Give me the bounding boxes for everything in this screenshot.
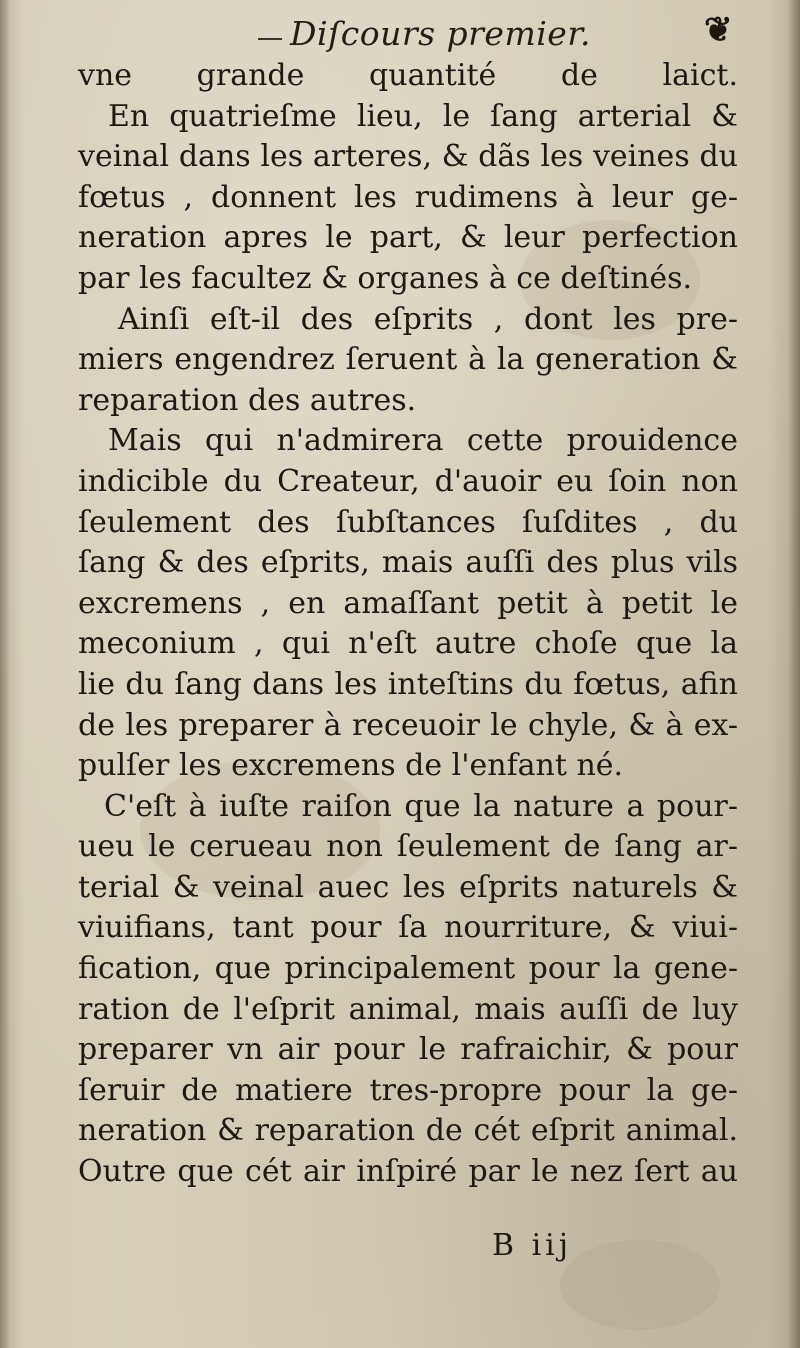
- text-line: ſeruir de matiere tres-propre pour la ge-: [78, 1072, 738, 1108]
- text-line: ſeulement des ſubſtances ſuſdites , du: [78, 504, 738, 540]
- text-line: excremens , en amaſſant petit à petit le: [78, 585, 738, 621]
- text-line: veinal dans les arteres, & dãs les veines du: [78, 139, 738, 175]
- text-line: ration de l'eſprit animal, mais auſſi de luy: [78, 991, 738, 1027]
- text-line: terial & veinal auec les eſprits naturels &: [78, 869, 738, 905]
- text-line: C'eſt à iuſte raiſon que la nature a pour-: [104, 788, 738, 824]
- text-line: lie du ſang dans les inteſtins du fœtus, afin: [78, 666, 738, 702]
- page-right-edge: [788, 0, 800, 1348]
- text-line: viuifians, tant pour ſa nourriture, & viui-: [78, 910, 738, 946]
- text-line: reparation des autres.: [78, 382, 417, 418]
- text-line: preparer vn air pour le rafraichir, & pour: [78, 1032, 738, 1068]
- text-line: ſang & des eſprits, mais auſſi des plus vils: [78, 545, 738, 581]
- text-line: neration apres le part, & leur perfection: [78, 220, 738, 256]
- text-line: pulſer les excremens de l'enfant né.: [78, 748, 624, 784]
- text-line: En quatrieſme lieu, le ſang arterial &: [108, 98, 738, 134]
- text-line: indicible du Createur, d'auoir eu ſoin non: [78, 463, 738, 499]
- page-left-edge: [0, 0, 10, 1348]
- page-header: [0, 8, 800, 53]
- text-line: Outre que cét air inſpiré par le nez ſert au: [78, 1154, 738, 1190]
- text-line: fœtus , donnent les rudimens à leur ge-: [78, 179, 738, 215]
- running-head: Diſcours premier.: [290, 14, 591, 53]
- text-line: miers engendrez ſeruent à la generation &: [78, 342, 738, 378]
- text-line: neration & reparation de cét eſprit animal.: [78, 1113, 738, 1149]
- text-line: par les facultez & organes à ce deſtinés.: [78, 260, 693, 296]
- ornament-icon: ❦: [704, 10, 733, 50]
- text-line: fication, que principalement pour la gene-: [78, 951, 738, 987]
- text-line: Ainſi eſt-il des eſprits , dont les pre-: [118, 301, 738, 337]
- header-rule: [258, 38, 282, 40]
- text-line: Mais qui n'admirera cette prouidence: [108, 423, 738, 459]
- signature-mark: B iij: [492, 1228, 573, 1263]
- text-line: ueu le cerueau non ſeulement de ſang ar-: [78, 829, 738, 865]
- page-footer: [0, 1228, 800, 1268]
- text-line: de les preparer à receuoir le chyle, & à ex-: [78, 707, 738, 743]
- text-line: vne grande quantité de laict.: [78, 58, 738, 93]
- text-line: meconium , qui n'eſt autre choſe que la: [78, 626, 738, 662]
- body-text: [78, 56, 738, 1193]
